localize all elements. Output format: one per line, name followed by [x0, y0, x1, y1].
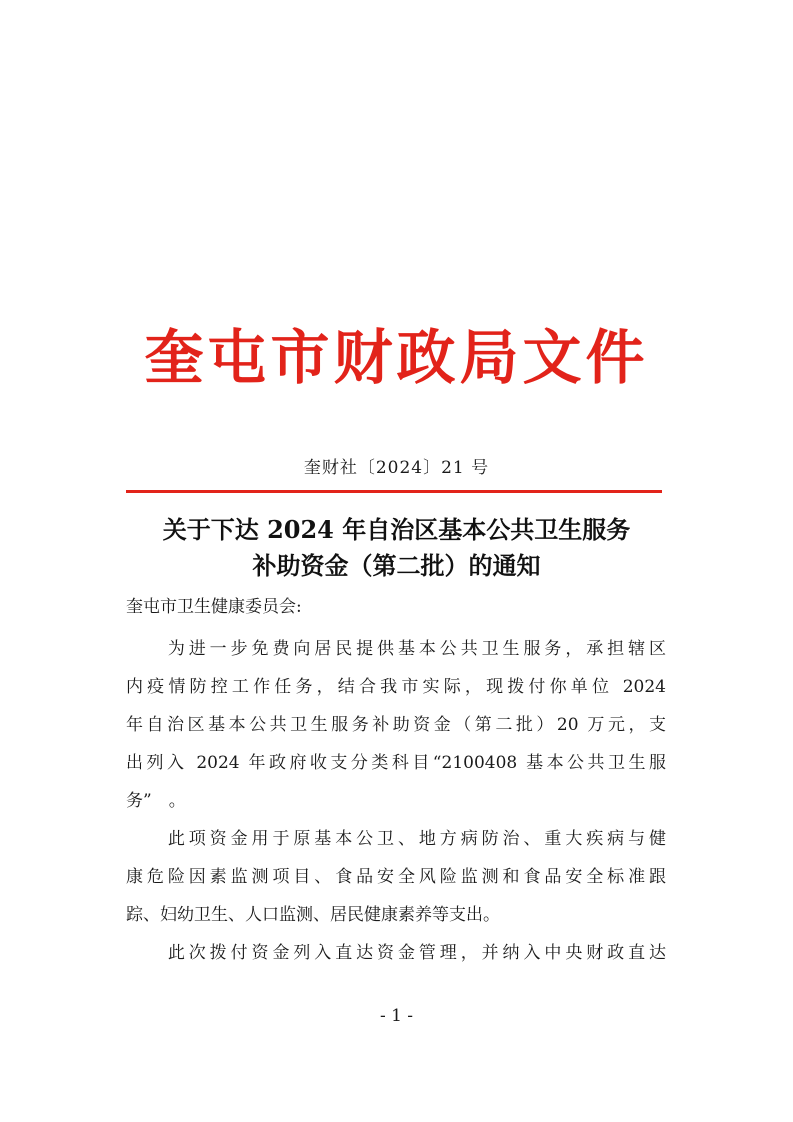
red-divider-line — [126, 490, 662, 493]
issuer-masthead: 奎屯市财政局文件 — [144, 323, 649, 392]
title-line-2: 补助资金（第二批）的通知 — [252, 551, 541, 580]
body-line: 内疫情防控工作任务，结合我市实际，现拨付你单位 2024 — [126, 677, 666, 697]
document-title — [0, 512, 793, 584]
page-number: - 1 - — [379, 1006, 414, 1026]
body-line: 出列入 2024 年政府收支分类科目“2100408 基本公共卫生服 — [126, 753, 666, 773]
body-line: 康危险因素监测项目、食品安全风险监测和食品安全标准跟 — [126, 867, 666, 887]
body-line: 务” 。 — [126, 791, 186, 811]
document-body — [126, 630, 666, 972]
body-line: 踪、妇幼卫生、人口监测、居民健康素养等支出。 — [126, 905, 500, 925]
body-line: 年自治区基本公共卫生服务补助资金（第二批）20 万元，支 — [126, 715, 666, 735]
document-number: 奎财社〔2024〕21 号 — [303, 458, 490, 478]
body-line: 此次拨付资金列入直达资金管理，并纳入中央财政直达 — [126, 943, 666, 963]
body-line: 为进一步免费向居民提供基本公共卫生服务，承担辖区 — [126, 639, 666, 659]
addressee: 奎屯市卫生健康委员会: — [126, 597, 302, 617]
paragraph-2 — [126, 820, 666, 934]
paragraph-1 — [126, 630, 666, 820]
body-line: 此项资金用于原基本公卫、地方病防治、重大疾病与健 — [126, 829, 666, 849]
title-line-1: 关于下达 2024 年自治区基本公共卫生服务 — [162, 515, 631, 544]
paragraph-3 — [126, 934, 666, 972]
